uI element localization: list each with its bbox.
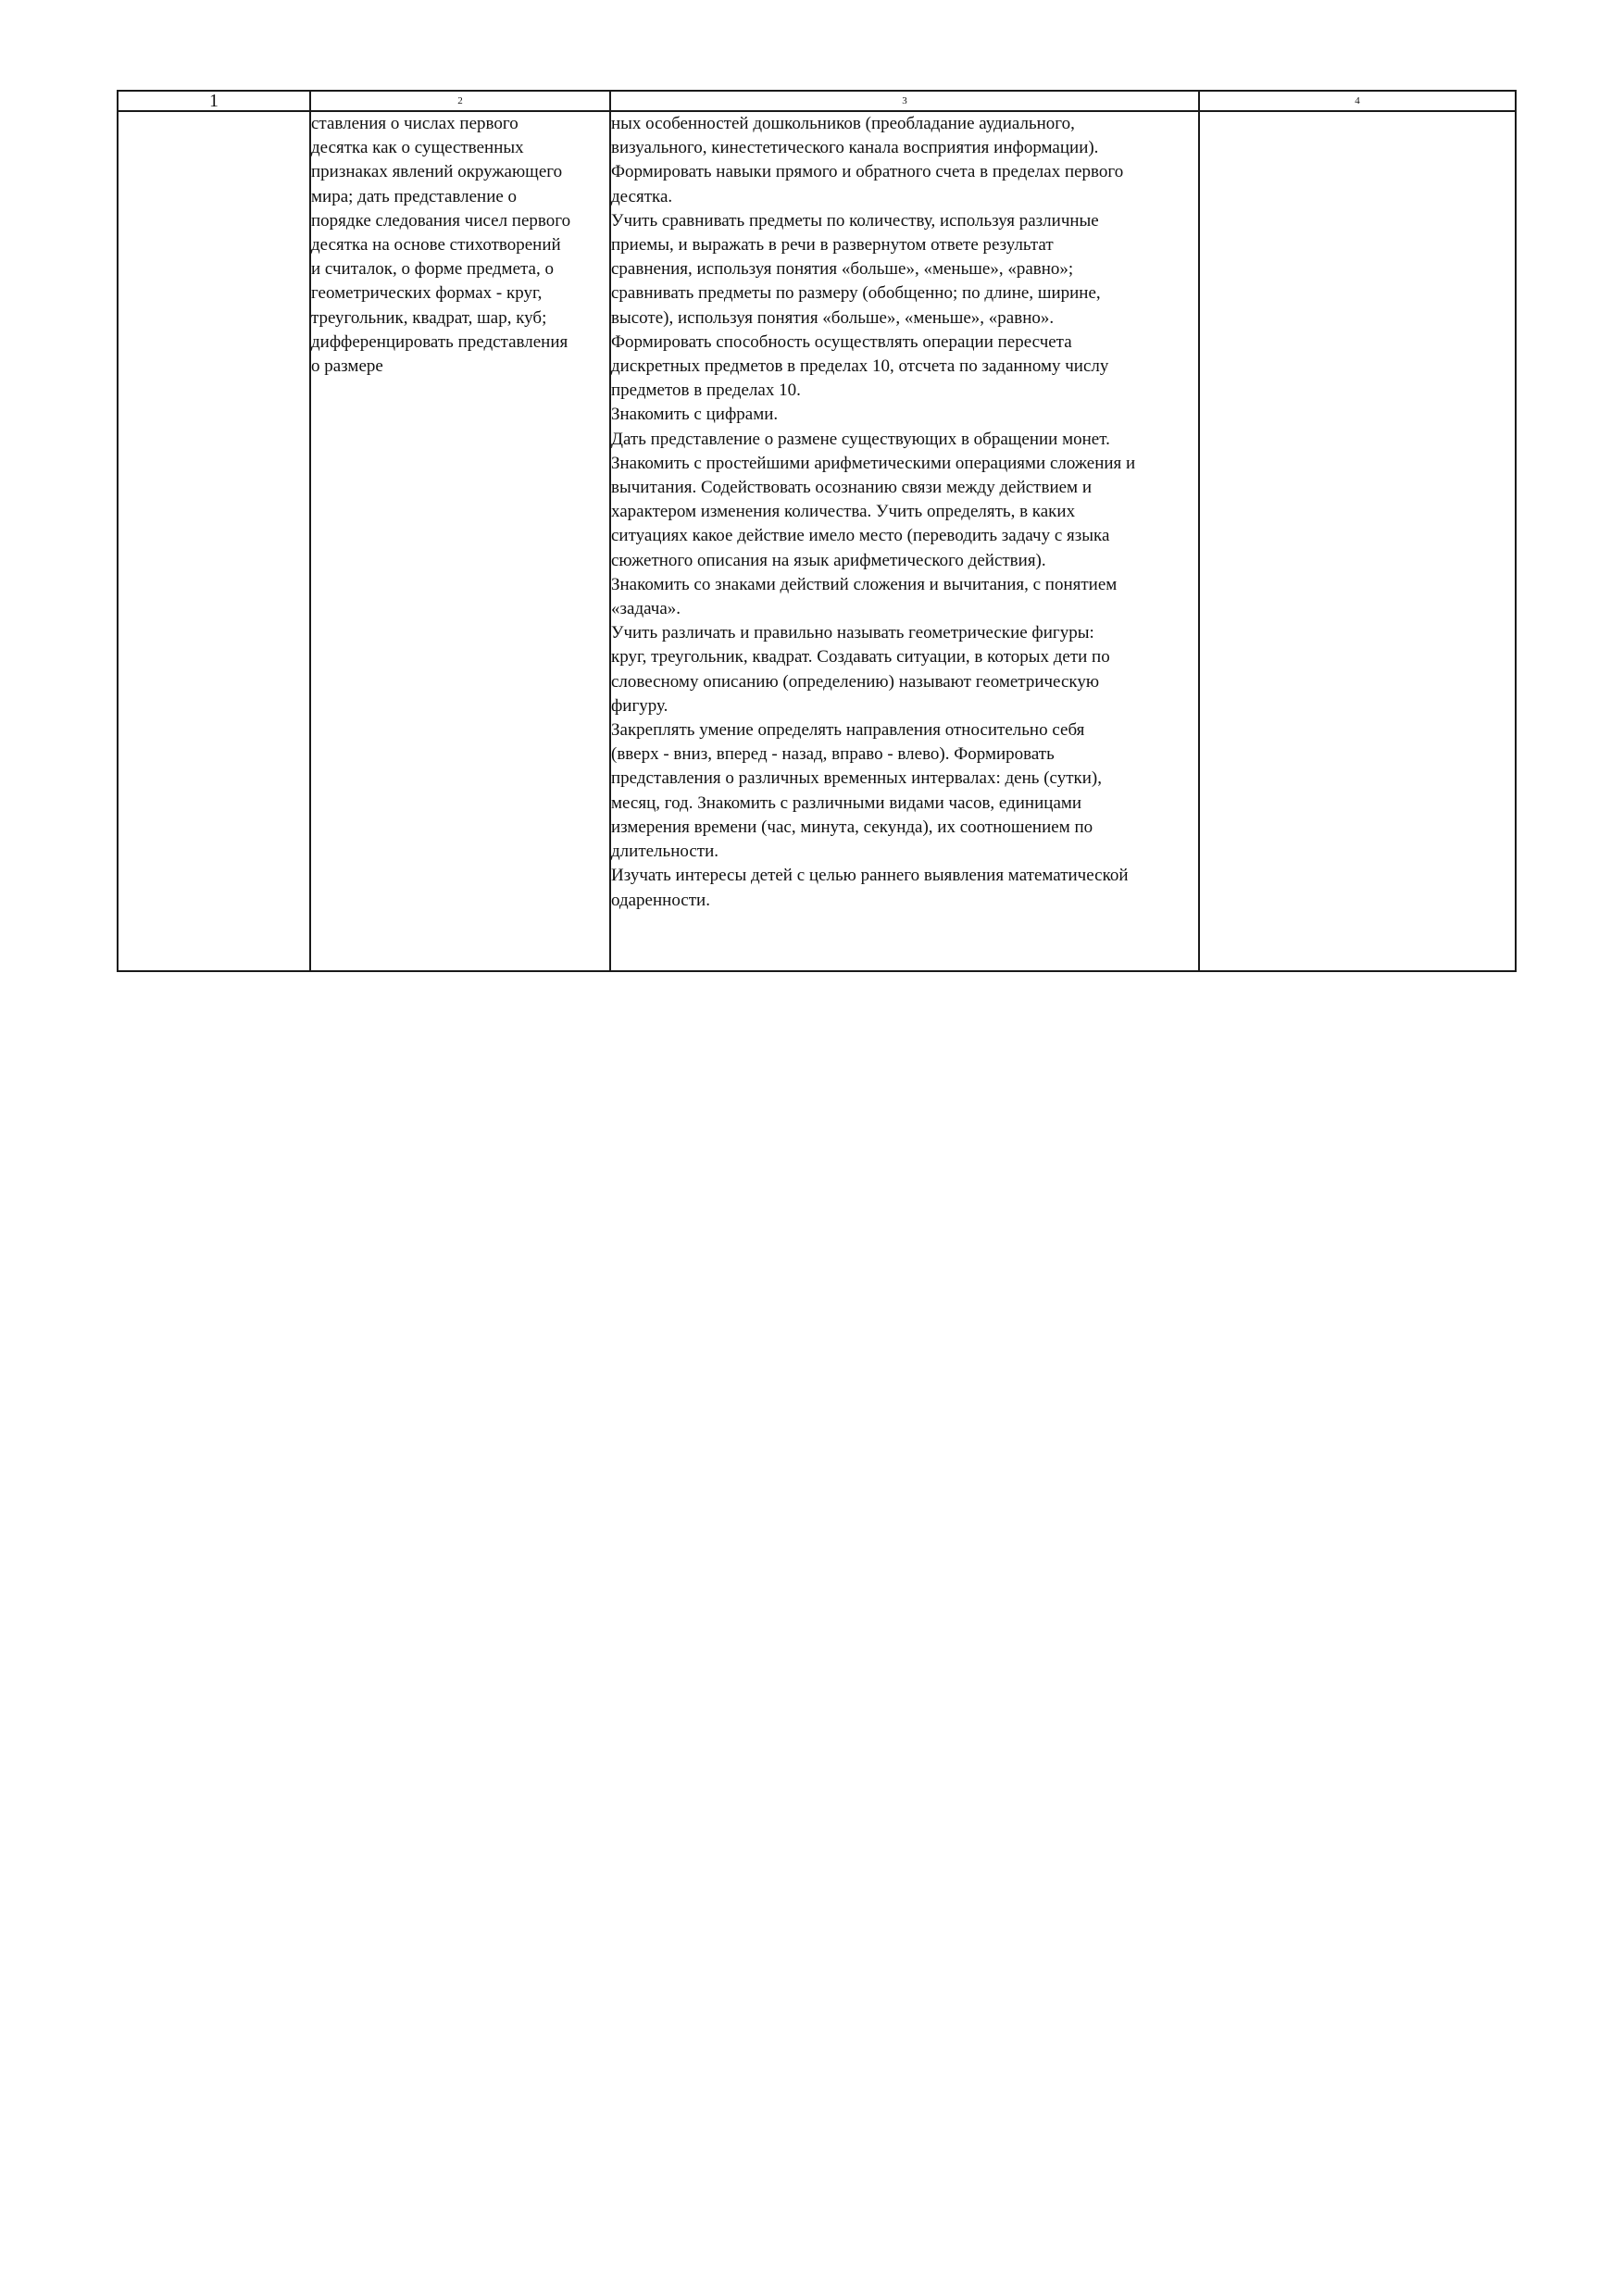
content-table bbox=[117, 90, 1517, 972]
cell-column-1 bbox=[118, 111, 310, 971]
text-line: Знакомить с цифрами. bbox=[611, 405, 779, 425]
text-line: десятка как о существенных bbox=[311, 138, 524, 158]
text-line: Закреплять умение определять направления относительно себя bbox=[611, 720, 1085, 741]
text-line: круг, треугольник, квадрат. Создавать ситуации, в которых дети по bbox=[611, 647, 1110, 668]
text-line: признаках явлений окружающего bbox=[311, 162, 563, 182]
text-line: (вверх - вниз, вперед - назад, вправо - влево). Формировать bbox=[611, 744, 1055, 765]
column-header-4: 4 bbox=[1199, 91, 1516, 111]
text-line: Формировать навыки прямого и обратного счета в пределах первого bbox=[611, 162, 1124, 182]
table-header-row bbox=[118, 91, 1516, 111]
text-line: словесному описанию (определению) называют геометрическую bbox=[611, 671, 1100, 692]
text-line: высоте), используя понятия «больше», «меньше», «равно». bbox=[611, 307, 1055, 328]
text-line: десятка на основе стихотворений bbox=[311, 235, 561, 256]
text-line: десятка. bbox=[611, 186, 673, 206]
text-line: приемы, и выражать в речи в развернутом ответе результат bbox=[611, 235, 1054, 256]
text-line: Знакомить со знаками действий сложения и вычитания, с понятием bbox=[611, 574, 1118, 594]
cell-column-2 bbox=[310, 111, 610, 971]
text-line: Учить сравнивать предметы по количеству, используя различные bbox=[611, 210, 1099, 231]
text-line: Дать представление о размене существующих в обращении монет. bbox=[611, 429, 1110, 449]
text-line: дифференцировать представления bbox=[311, 331, 568, 352]
text-line: измерения времени (час, минута, секунда), их соотношением по bbox=[611, 817, 1093, 837]
column-header-1: 1 bbox=[118, 91, 310, 111]
text-line: геометрических формах - круг, bbox=[311, 283, 543, 304]
text-line: Учить различать и правильно называть геометрические фигуры: bbox=[611, 623, 1094, 643]
text-line: длительности. bbox=[611, 842, 718, 862]
column-header-2: 2 bbox=[310, 91, 610, 111]
text-line: вычитания. Содействовать осознанию связи между действием и bbox=[611, 478, 1092, 498]
text-line: сравнения, используя понятия «больше», «меньше», «равно»; bbox=[611, 259, 1074, 280]
cell-column-3 bbox=[610, 111, 1199, 971]
text-line: одаренности. bbox=[611, 890, 710, 910]
table-row bbox=[118, 111, 1516, 971]
text-line: Знакомить с простейшими арифметическими операциями сложения и bbox=[611, 453, 1136, 473]
text-line: ставления о числах первого bbox=[311, 114, 518, 133]
text-line: характером изменения количества. Учить определять, в каких bbox=[611, 502, 1076, 522]
text-line: фигуру. bbox=[611, 695, 668, 716]
text-line: ситуациях какое действие имело место (переводить задачу с языка bbox=[611, 526, 1110, 546]
text-line: Формировать способность осуществлять операции пересчета bbox=[611, 331, 1072, 352]
text-line: о размере bbox=[311, 356, 383, 377]
text-line: представления о различных временных интервалах: день (сутки), bbox=[611, 768, 1102, 789]
text-line: мира; дать представление о bbox=[311, 186, 518, 206]
text-line: дискретных предметов в пределах 10, отсчета по заданному числу bbox=[611, 356, 1109, 377]
text-line: Изучать интересы детей с целью раннего выявления математической bbox=[611, 866, 1129, 886]
text-line: визуального, кинестетического канала восприятия информации). bbox=[611, 138, 1099, 158]
text-line: сравнивать предметы по размеру (обобщенно; по длине, ширине, bbox=[611, 283, 1101, 304]
text-line: «задача». bbox=[611, 599, 681, 619]
text-line: порядке следования чисел первого bbox=[311, 210, 571, 231]
text-line: и считалок, о форме предмета, о bbox=[311, 259, 554, 280]
cell-column-4 bbox=[1199, 111, 1516, 971]
text-line: треугольник, квадрат, шар, куб; bbox=[311, 307, 547, 328]
text-line: предметов в пределах 10. bbox=[611, 381, 801, 401]
text-line: месяц, год. Знакомить с различными видами часов, единицами bbox=[611, 792, 1082, 813]
text-line: сюжетного описания на язык арифметического действия). bbox=[611, 550, 1046, 570]
column-header-3: 3 bbox=[610, 91, 1199, 111]
text-line: ных особенностей дошкольников (преобладание аудиального, bbox=[611, 114, 1075, 133]
